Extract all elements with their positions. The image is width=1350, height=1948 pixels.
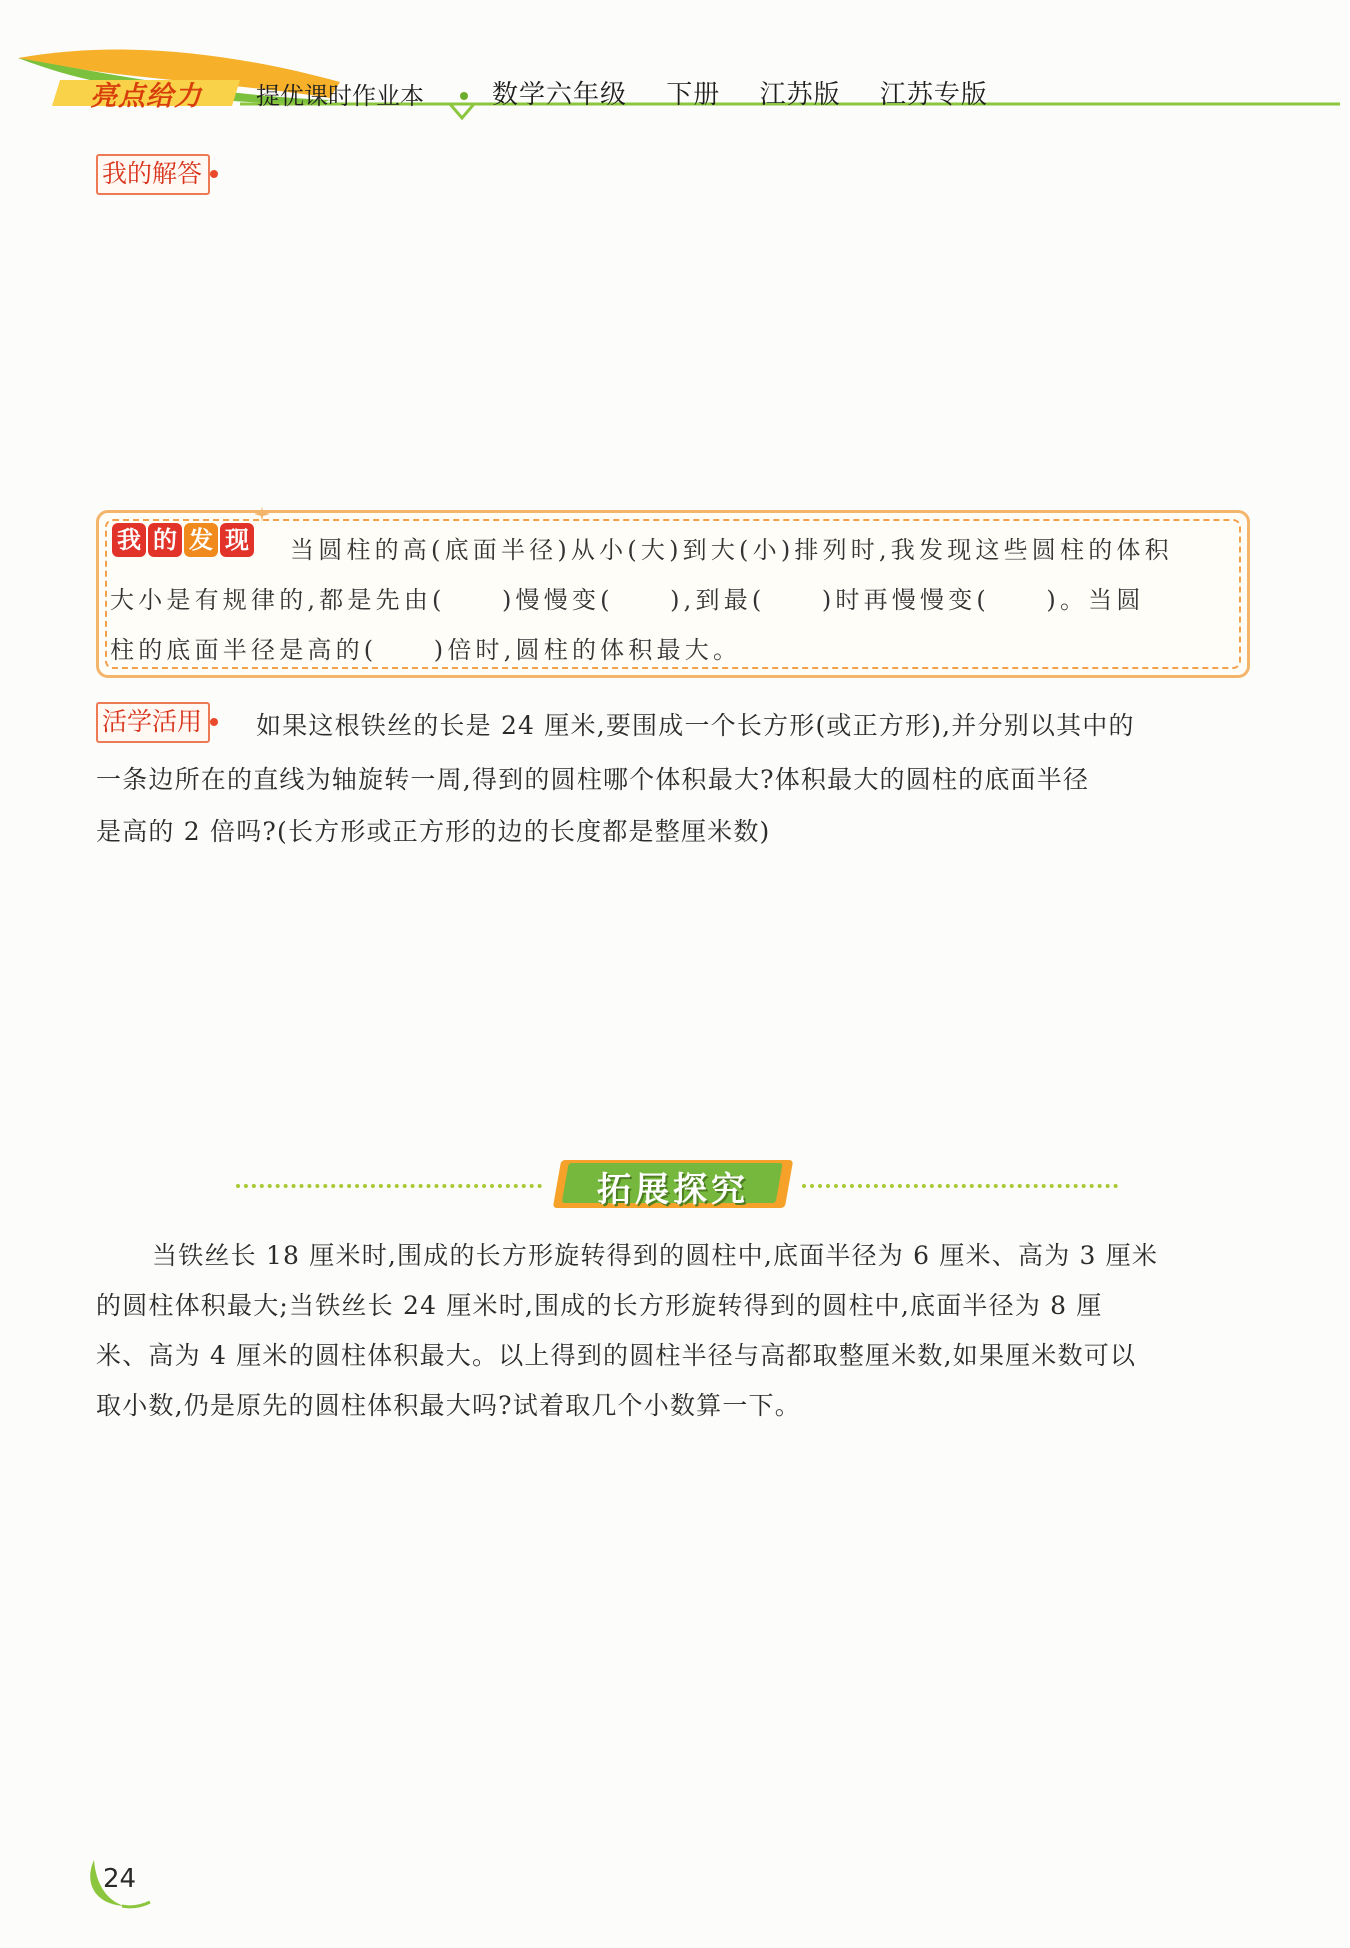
apply-line-2: 一条边所在的直线为轴旋转一周,得到的圆柱哪个体积最大?体积最大的圆柱的底面半径 bbox=[96, 765, 1090, 794]
section-divider-right bbox=[802, 1184, 1118, 1188]
discovery-label-char: 我 bbox=[112, 523, 146, 557]
answer-writing-area[interactable] bbox=[96, 200, 1250, 490]
series-title: 提优课时作业本 bbox=[256, 82, 424, 110]
answer-section-label bbox=[96, 154, 210, 195]
page-number: 24 bbox=[103, 1864, 137, 1894]
extension-line-2: 的圆柱体积最大;当铁丝长 24 厘米时,围成的长方形旋转得到的圆柱中,底面半径为 8 厘 bbox=[96, 1291, 1103, 1320]
apply-line-3: 是高的 2 倍吗?(长方形或正方形的边的长度都是整厘米数) bbox=[96, 817, 771, 846]
label-dot-icon bbox=[210, 170, 218, 178]
extension-title: 拓展探究 bbox=[597, 1170, 749, 1210]
discovery-label-char: 的 bbox=[148, 523, 182, 557]
label-dot-icon bbox=[210, 718, 218, 726]
extension-line-3: 米、高为 4 厘米的圆柱体积最大。以上得到的圆柱半径与高都取整厘米数,如果厘米数可以 bbox=[96, 1341, 1137, 1370]
discovery-label-char: 现 bbox=[220, 523, 254, 557]
discovery-line-3: 柱的底面半径是高的( )倍时,圆柱的体积最大。 bbox=[110, 636, 742, 664]
discovery-label bbox=[112, 523, 254, 557]
extension-line-1: 当铁丝长 18 厘米时,围成的长方形旋转得到的圆柱中,底面半径为 6 厘米、高为 3 厘米 bbox=[152, 1241, 1159, 1270]
course-region-edition: 江苏专版 bbox=[879, 80, 988, 110]
discovery-label-char: 发 bbox=[184, 523, 218, 557]
sparkle-icon bbox=[254, 506, 270, 522]
apply-label-text: 活学活用 bbox=[102, 707, 203, 736]
brand-logo-text: 亮点给力 bbox=[90, 81, 202, 112]
apply-section-label bbox=[96, 702, 210, 743]
section-divider-left bbox=[236, 1184, 542, 1188]
course-volume: 下册 bbox=[666, 80, 721, 110]
extension-line-4: 取小数,仍是原先的圆柱体积最大吗?试着取几个小数算一下。 bbox=[96, 1391, 801, 1420]
course-info bbox=[492, 74, 1018, 111]
extension-writing-area[interactable] bbox=[96, 1440, 1250, 1820]
course-grade: 数学六年级 bbox=[492, 80, 628, 110]
answer-label-text: 我的解答 bbox=[102, 159, 203, 188]
discovery-line-1: 当圆柱的高(底面半径)从小(大)到大(小)排列时,我发现这些圆柱的体积 bbox=[290, 536, 1173, 564]
page-header bbox=[0, 0, 1350, 130]
apply-writing-area[interactable] bbox=[96, 860, 1250, 1140]
discovery-line-2: 大小是有规律的,都是先由( )慢慢变( ),到最( )时再慢慢变( )。当圆 bbox=[110, 586, 1145, 614]
course-edition: 江苏版 bbox=[759, 80, 841, 110]
apply-line-1: 如果这根铁丝的长是 24 厘米,要围成一个长方形(或正方形),并分别以其中的 bbox=[256, 711, 1135, 740]
